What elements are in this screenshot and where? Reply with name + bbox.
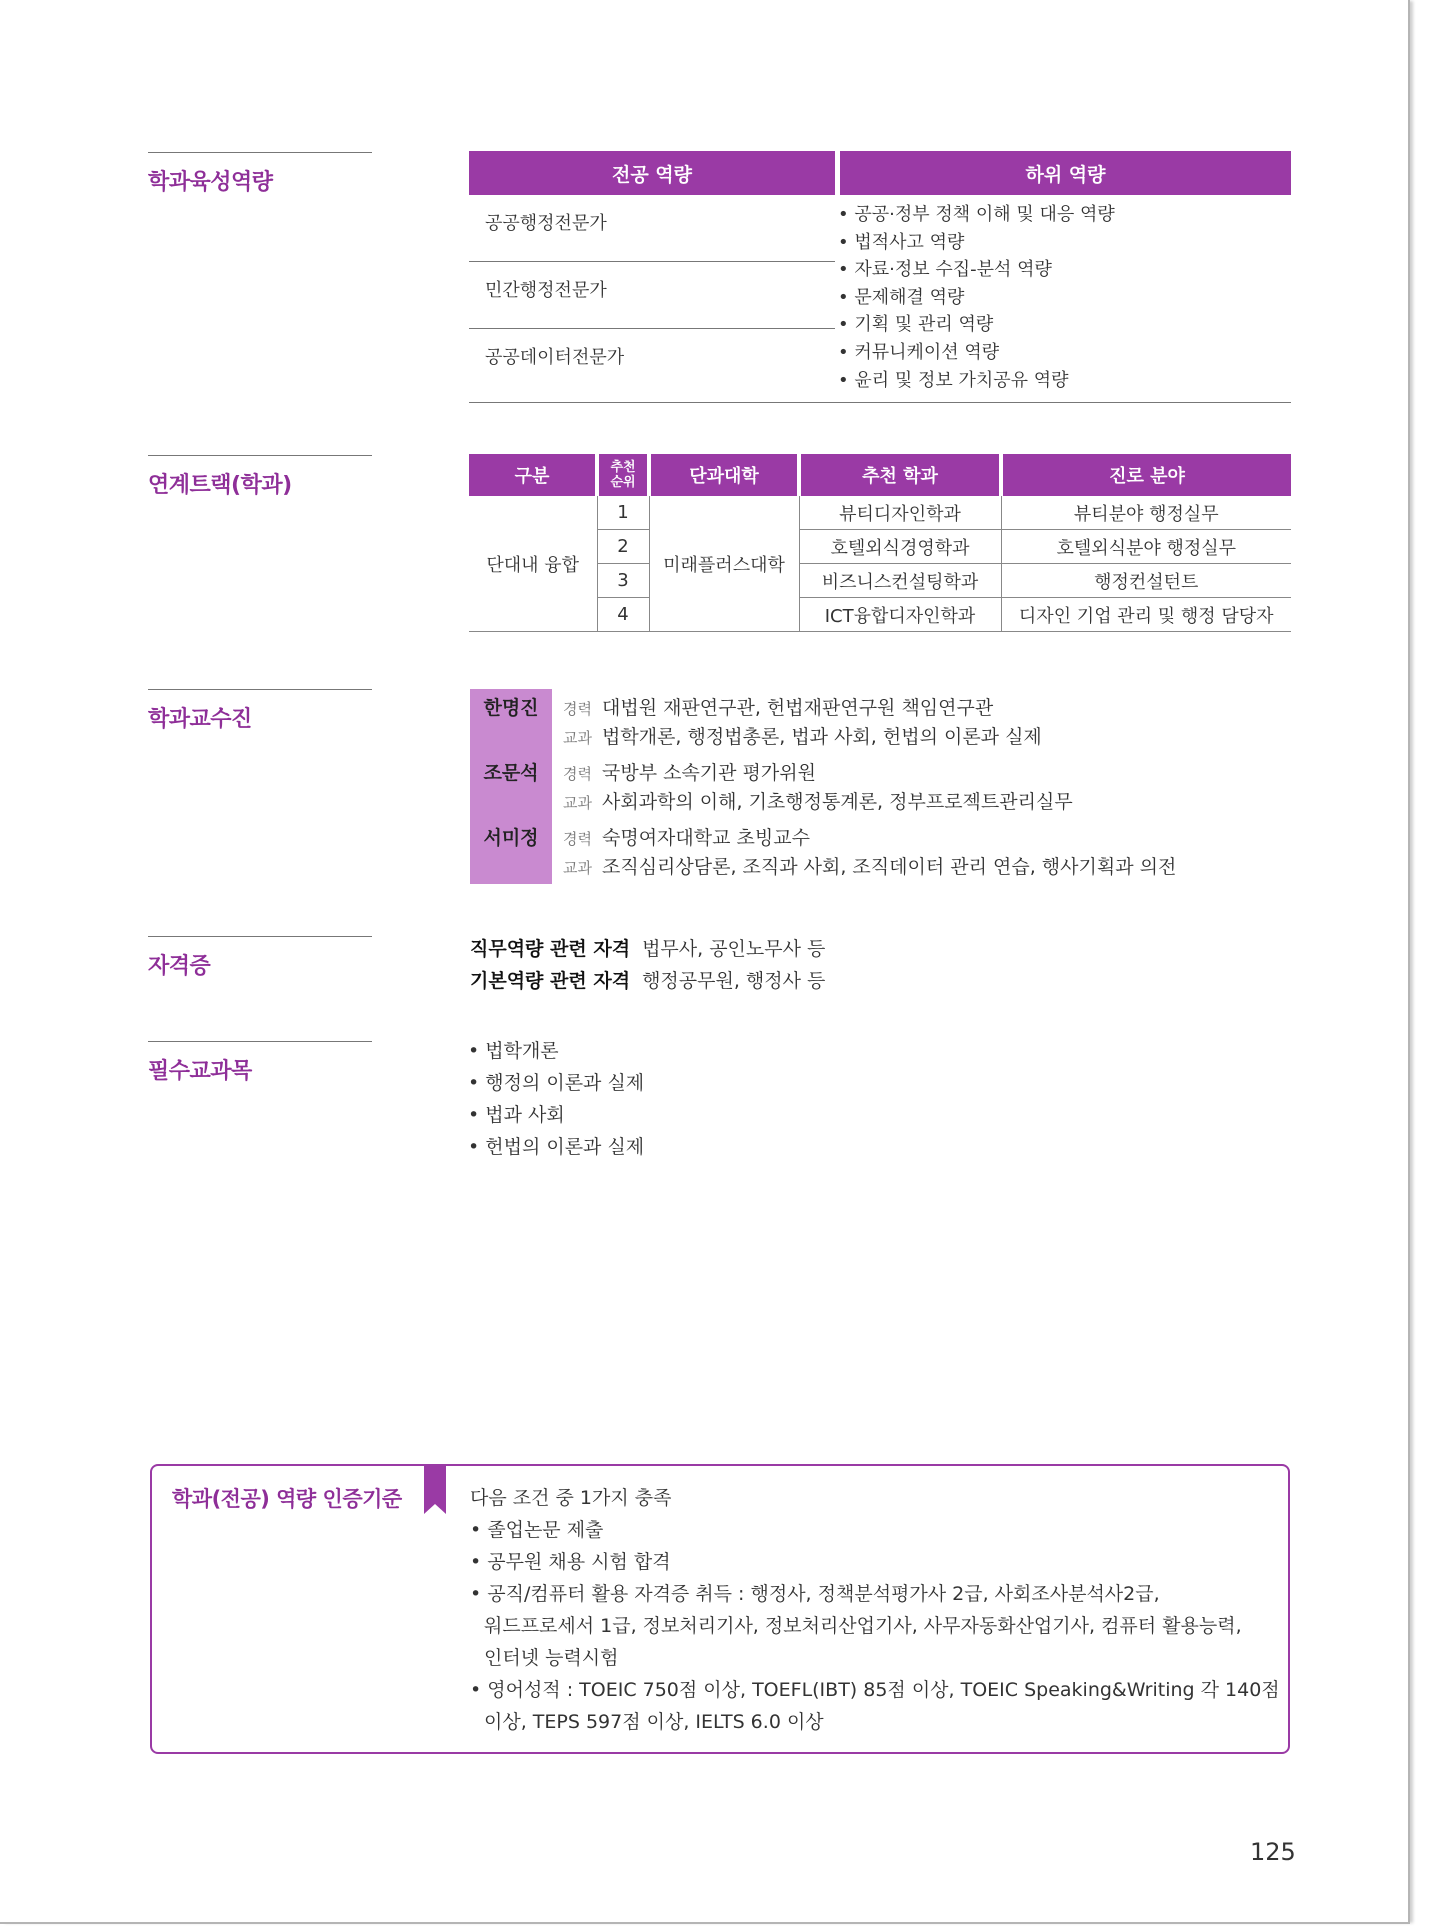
track-header-career: 진로 분야	[1001, 454, 1291, 496]
table-row	[469, 496, 1291, 530]
criteria-title: 학과(전공) 역량 인증기준	[172, 1487, 402, 1511]
list-item: • 법적사고 역량	[838, 229, 1115, 257]
criteria-item: • 영어성적 : TOEIC 750점 이상, TOEFL(IBT) 85점 이상, TOEIC Speaking&Writing 각 140점	[470, 1674, 1270, 1706]
track-college-cell: 미래플러스대학	[649, 496, 799, 632]
section-title-faculty: 학과교수진	[148, 689, 372, 733]
competency-major-item: 공공행정전문가	[485, 213, 607, 234]
table-bottom-rule	[469, 402, 1291, 403]
list-item: • 윤리 및 정보 가치공유 역량	[838, 367, 1115, 395]
track-dept-cell: ICT융합디자인학과	[799, 598, 1001, 632]
criteria-item: • 공직/컴퓨터 활용 자격증 취득 : 행정사, 정책분석평가사 2급, 사회조사분석사2급,	[470, 1578, 1270, 1610]
course-tag: 교과	[563, 729, 592, 747]
course-tag: 교과	[563, 859, 592, 877]
required-course-list	[468, 1035, 644, 1163]
criteria-item: • 공무원 채용 시험 합격	[470, 1546, 1270, 1578]
competency-header-major: 전공 역량	[469, 151, 835, 195]
criteria-item-continued: 워드프로세서 1급, 정보처리기사, 정보처리산업기사, 사무자동화산업기사, 컴퓨터 활용능력,	[484, 1615, 1242, 1637]
track-dept-cell: 뷰티디자인학과	[799, 496, 1001, 530]
faculty-career	[563, 693, 993, 720]
track-career-cell: 행정컨설턴트	[1001, 564, 1291, 598]
faculty-name: 한명진	[483, 697, 539, 719]
faculty-courses	[563, 852, 1176, 879]
course-text: 법학개론, 행정법총론, 법과 사회, 헌법의 이론과 실제	[601, 726, 1042, 748]
track-rank-cell: 2	[597, 530, 649, 564]
list-item: • 커뮤니케이션 역량	[838, 339, 1115, 367]
faculty-name: 조문석	[483, 762, 539, 784]
criteria-item-continued: 인터넷 능력시험	[484, 1647, 619, 1669]
track-dept-cell: 호텔외식경영학과	[799, 530, 1001, 564]
list-item: • 헌법의 이론과 실제	[468, 1131, 644, 1163]
sub-competency-list	[838, 201, 1115, 394]
career-text: 대법원 재판연구관, 헌법재판연구원 책임연구관	[601, 697, 994, 719]
track-header-category: 구분	[469, 454, 597, 496]
criteria-item-continued: 이상, TEPS 597점 이상, IELTS 6.0 이상	[484, 1711, 824, 1733]
track-rank-cell: 1	[597, 496, 649, 530]
list-item: • 행정의 이론과 실제	[468, 1067, 644, 1099]
course-tag: 교과	[563, 794, 592, 812]
track-career-cell: 뷰티분야 행정실무	[1001, 496, 1291, 530]
section-title-required: 필수교과목	[148, 1041, 372, 1085]
section-title-competency: 학과육성역량	[148, 152, 372, 196]
faculty-name: 서미정	[483, 827, 539, 849]
track-rank-cell: 3	[597, 564, 649, 598]
bookmark-icon	[424, 1464, 446, 1514]
track-dept-cell: 비즈니스컨설팅학과	[799, 564, 1001, 598]
track-header-dept: 추천 학과	[799, 454, 1001, 496]
certificate-line	[470, 966, 825, 993]
criteria-intro: 다음 조건 중 1가지 충족	[470, 1487, 672, 1509]
track-header-college: 단과대학	[649, 454, 799, 496]
competency-major-item: 공공데이터전문가	[485, 347, 625, 368]
certificate-label: 기본역량 관련 자격	[470, 970, 631, 992]
section-title-certificate: 자격증	[148, 936, 372, 980]
faculty-career	[563, 758, 816, 785]
course-text: 조직심리상담론, 조직과 사회, 조직데이터 관리 연습, 행사기획과 의전	[601, 856, 1177, 878]
track-header-rank: 추천 순위	[597, 454, 649, 496]
track-table	[469, 454, 1291, 632]
career-tag: 경력	[563, 830, 592, 848]
career-text: 국방부 소속기관 평가위원	[601, 762, 816, 784]
list-item: • 기획 및 관리 역량	[838, 311, 1115, 339]
competency-major-item: 민간행정전문가	[485, 280, 607, 301]
competency-header-sub: 하위 역량	[840, 151, 1291, 195]
faculty-courses	[563, 787, 1073, 814]
list-item: • 자료·정보 수집-분석 역량	[838, 256, 1115, 284]
list-item: • 문제해결 역량	[838, 284, 1115, 312]
track-category-cell: 단대내 융합	[469, 496, 597, 632]
career-tag: 경력	[563, 700, 592, 718]
section-title-track: 연계트랙(학과)	[148, 455, 372, 499]
certificate-value: 법무사, 공인노무사 등	[642, 938, 826, 960]
track-career-cell: 디자인 기업 관리 및 행정 담당자	[1001, 598, 1291, 632]
criteria-content	[470, 1482, 1280, 1738]
career-tag: 경력	[563, 765, 592, 783]
certificate-label: 직무역량 관련 자격	[470, 938, 631, 960]
track-career-cell: 호텔외식분야 행정실무	[1001, 530, 1291, 564]
list-item: • 공공·정부 정책 이해 및 대응 역량	[838, 201, 1115, 229]
faculty-career	[563, 823, 810, 850]
course-text: 사회과학의 이해, 기초행정통계론, 정부프로젝트관리실무	[601, 791, 1073, 813]
list-item: • 법학개론	[468, 1035, 644, 1067]
list-item: • 법과 사회	[468, 1099, 644, 1131]
certificate-value: 행정공무원, 행정사 등	[642, 970, 826, 992]
career-text: 숙명여자대학교 초빙교수	[601, 827, 810, 849]
track-rank-cell: 4	[597, 598, 649, 632]
faculty-courses	[563, 722, 1042, 749]
certificate-line	[470, 934, 825, 961]
criteria-item: • 졸업논문 제출	[470, 1514, 1270, 1546]
page-number: 125	[1250, 1838, 1296, 1866]
